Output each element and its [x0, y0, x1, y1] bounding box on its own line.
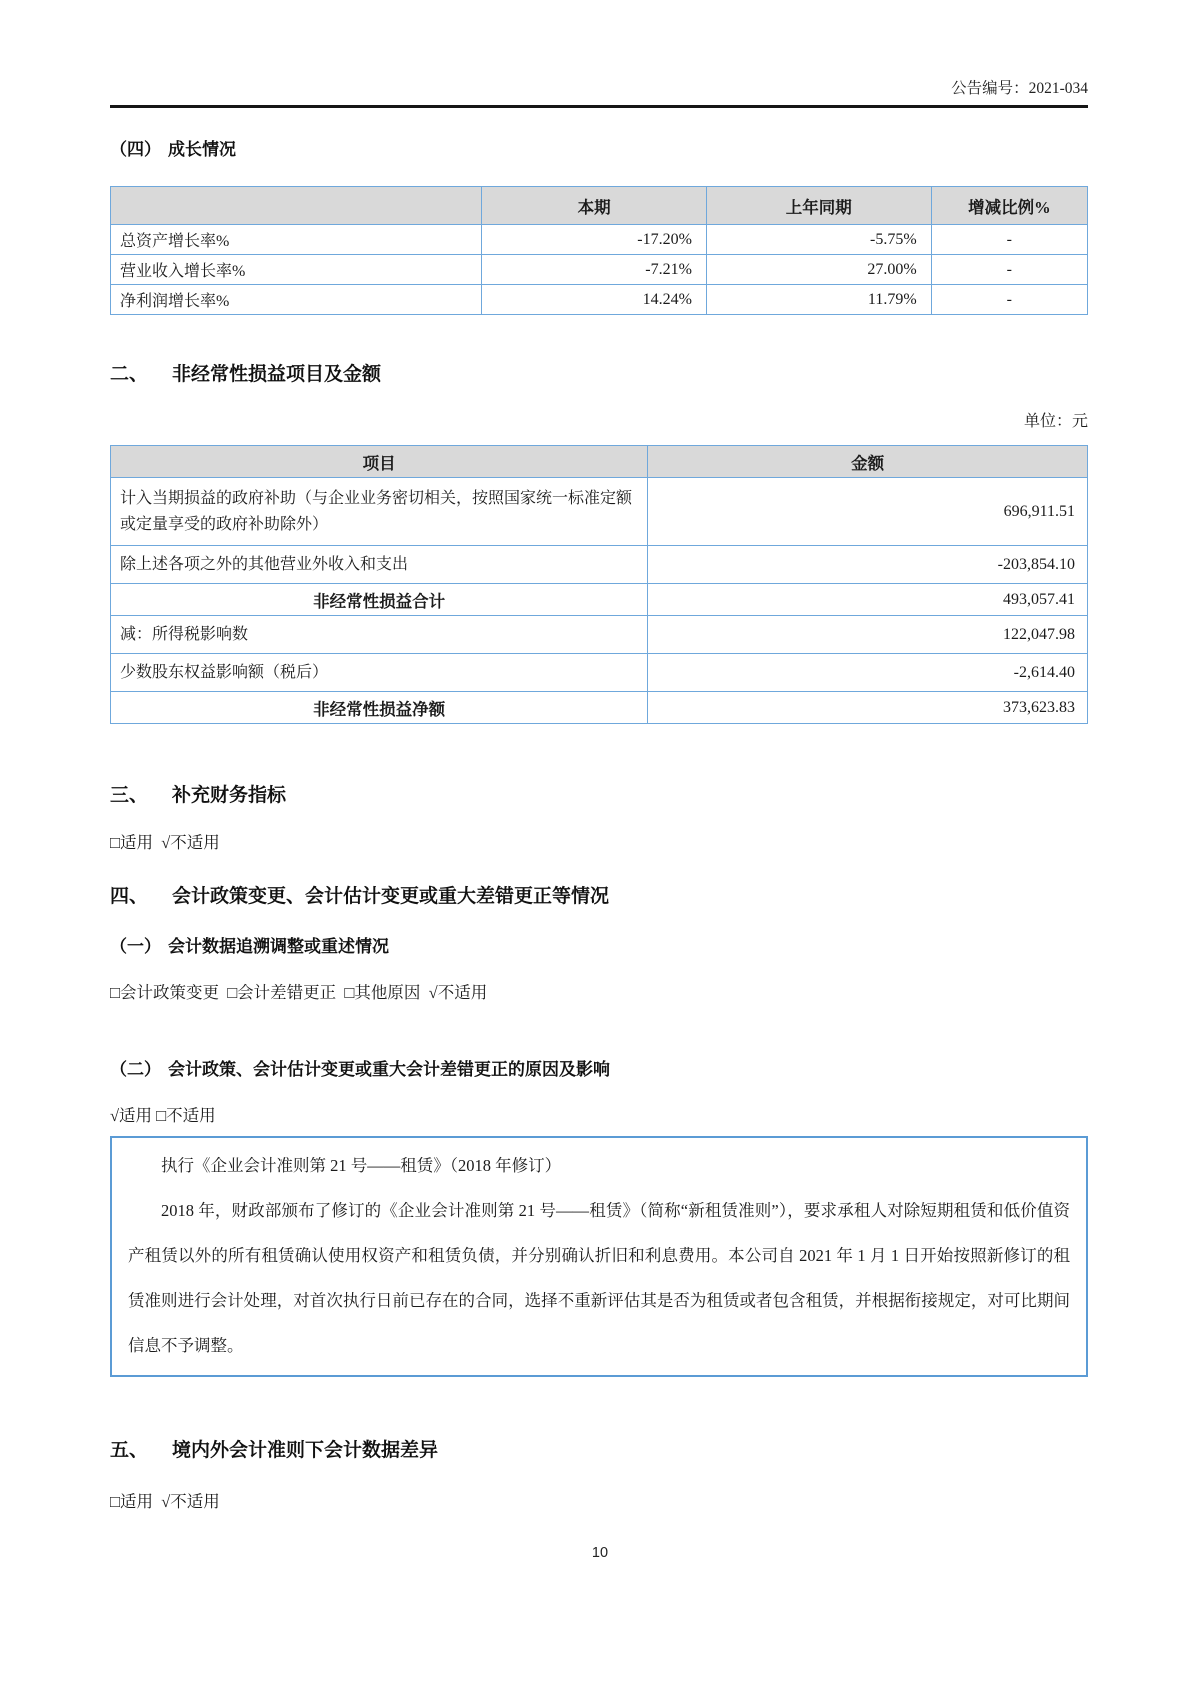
section-standards-difference-heading — [110, 1435, 1088, 1462]
section-growth-title: 成长情况 — [168, 140, 236, 159]
row-current: 14.24% — [482, 285, 707, 315]
note-paragraph-1: 执行《企业会计准则第 21 号——租赁》（2018 年修订） — [161, 1156, 562, 1175]
growth-table-header-row — [111, 187, 1088, 225]
table-row — [111, 616, 1088, 654]
section-standards-difference-title: 境内外会计准则下会计数据差异 — [172, 1440, 439, 1461]
subsection-retrospective-title: 会计数据追溯调整或重述情况 — [168, 937, 389, 956]
header-rule — [110, 105, 1088, 108]
section-accounting-change-title: 会计政策变更、会计估计变更或重大差错更正等情况 — [172, 886, 610, 907]
subsection-retrospective-number: （一） — [110, 937, 161, 956]
row-label: 营业收入增长率% — [111, 255, 482, 285]
row-change: - — [931, 285, 1087, 315]
section-growth-heading — [110, 135, 1088, 160]
row-current: -7.21% — [482, 255, 707, 285]
row-item: 除上述各项之外的其他营业外收入和支出 — [111, 546, 648, 584]
table-row — [111, 225, 1088, 255]
table-row — [111, 478, 1088, 546]
nonrecurring-table-header-row — [111, 446, 1088, 478]
row-change: - — [931, 225, 1087, 255]
row-prior: 11.79% — [706, 285, 931, 315]
row-amount: -2,614.40 — [648, 654, 1088, 692]
growth-table — [110, 186, 1088, 315]
row-label: 总资产增长率% — [111, 225, 482, 255]
row-item: 少数股东权益影响额（税后） — [111, 654, 648, 692]
row-change: - — [931, 255, 1087, 285]
subsection-change-reason-title: 会计政策、会计估计变更或重大会计差错更正的原因及影响 — [168, 1060, 610, 1079]
row-item: 计入当期损益的政府补助（与企业业务密切相关，按照国家统一标准定额或定量享受的政府补助除外） — [111, 478, 648, 546]
table-row — [111, 584, 1088, 616]
page-content — [110, 0, 1088, 1512]
table-row — [111, 692, 1088, 724]
section-accounting-change-number: 四、 — [110, 886, 149, 907]
section-standards-difference-number: 五、 — [110, 1440, 149, 1461]
change-reason-applicability-checkboxes: √适用 □不适用 — [110, 1106, 216, 1125]
row-current: -17.20% — [482, 225, 707, 255]
row-prior: 27.00% — [706, 255, 931, 285]
subsection-retrospective-heading — [110, 932, 1088, 957]
row-item-net-total: 非经常性损益净额 — [111, 692, 648, 724]
nonrecurring-col-amount: 金额 — [648, 446, 1088, 478]
unit-label: 单位：元 — [1023, 413, 1088, 430]
row-item: 减：所得税影响数 — [111, 616, 648, 654]
section-supplementary-heading — [110, 780, 1088, 807]
table-row — [111, 654, 1088, 692]
row-item-subtotal: 非经常性损益合计 — [111, 584, 648, 616]
growth-col-change: 增减比例% — [931, 187, 1087, 225]
note-paragraph-2: 2018 年，财政部颁布了修订的《企业会计准则第 21 号——租赁》（简称“新租赁准则”），要求承租人对除短期租赁和低价值资产租赁以外的所有租赁确认使用权资产和租赁负债，并分别确认折旧和利息费用。本公司自 2021 年 1 月 1 日开始按照新修订的租赁准则进行会计处理，对首次执行日前已存在的合同，选择不重新评估其是否为租赁或者包含租赁，并根据衔接规定，对可比期间信息不予调整。 — [128, 1201, 1071, 1355]
table-row — [111, 255, 1088, 285]
standards-difference-applicability-checkboxes: □适用 √不适用 — [110, 1492, 220, 1511]
section-supplementary-title: 补充财务指标 — [172, 785, 287, 806]
lease-standard-note-box — [110, 1136, 1088, 1377]
row-amount: -203,854.10 — [648, 546, 1088, 584]
nonrecurring-table — [110, 445, 1088, 724]
nonrecurring-col-item: 项目 — [111, 446, 648, 478]
announcement-number: 公告编号：2021-034 — [951, 80, 1088, 97]
row-prior: -5.75% — [706, 225, 931, 255]
row-amount: 373,623.83 — [648, 692, 1088, 724]
growth-col-empty — [111, 187, 482, 225]
page-number: 10 — [591, 1545, 609, 1561]
growth-col-current: 本期 — [482, 187, 707, 225]
subsection-change-reason-number: （二） — [110, 1060, 161, 1079]
table-row — [111, 546, 1088, 584]
growth-col-prior: 上年同期 — [706, 187, 931, 225]
row-amount: 122,047.98 — [648, 616, 1088, 654]
retrospective-options-checkboxes: □会计政策变更 □会计差错更正 □其他原因 √不适用 — [110, 983, 488, 1002]
row-amount: 493,057.41 — [648, 584, 1088, 616]
section-nonrecurring-heading — [110, 359, 1088, 386]
section-accounting-change-heading — [110, 881, 1088, 908]
subsection-change-reason-heading — [110, 1055, 1088, 1080]
section-supplementary-number: 三、 — [110, 785, 149, 806]
section-nonrecurring-number: 二、 — [110, 364, 149, 385]
table-row — [111, 285, 1088, 315]
row-amount: 696,911.51 — [648, 478, 1088, 546]
section-growth-number: （四） — [110, 140, 161, 159]
row-label: 净利润增长率% — [111, 285, 482, 315]
section-nonrecurring-title: 非经常性损益项目及金额 — [172, 364, 382, 385]
supplementary-applicability-checkboxes: □适用 √不适用 — [110, 833, 220, 852]
